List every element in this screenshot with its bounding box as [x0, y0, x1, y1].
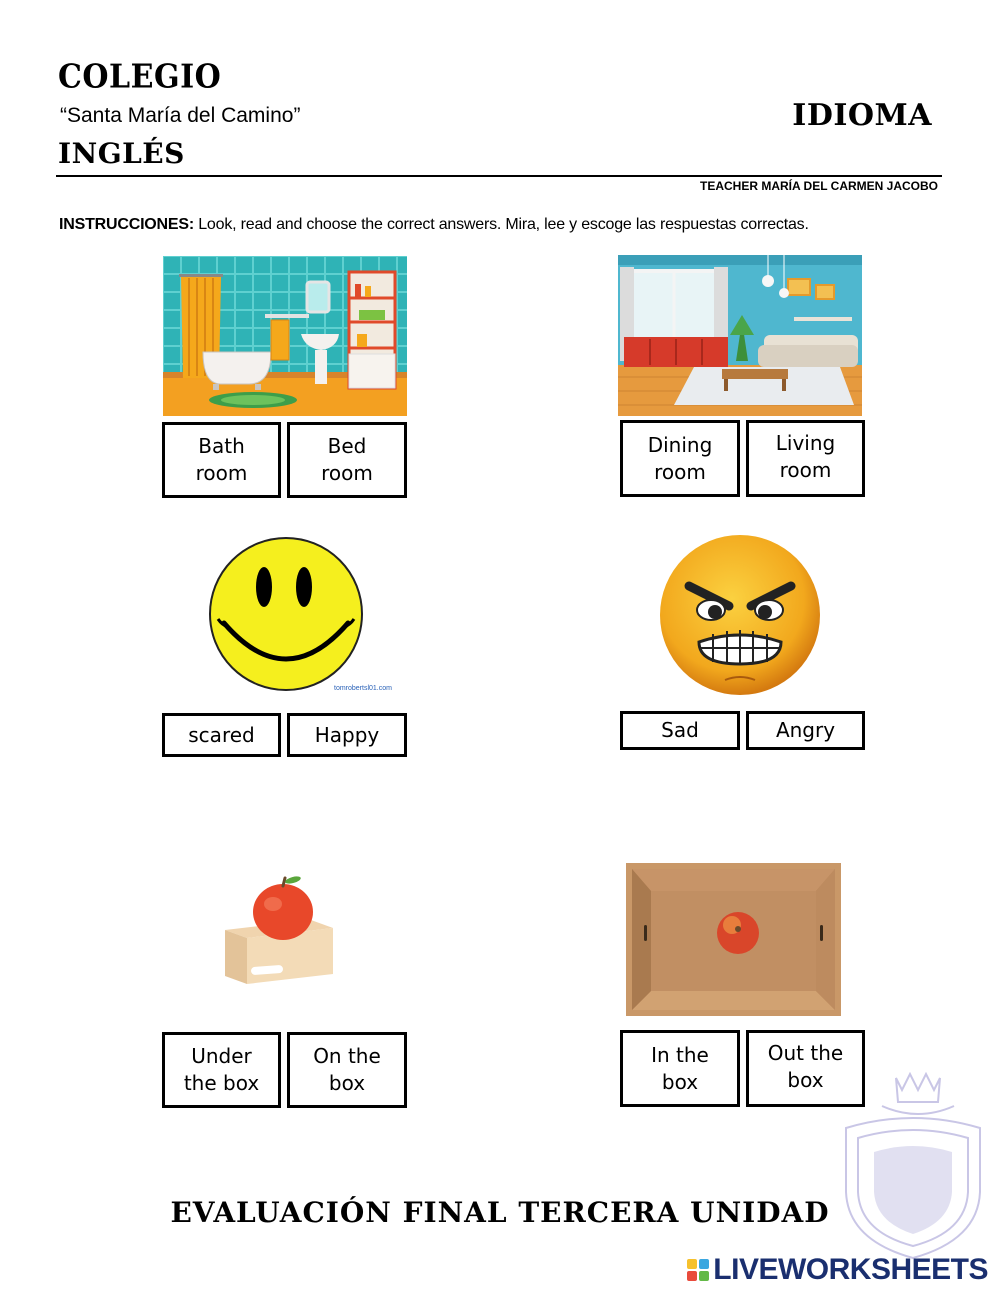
option-out-the-box[interactable]: Out the box — [746, 1030, 865, 1107]
apple-on-box-picture — [215, 872, 345, 992]
option-sad[interactable]: Sad — [620, 711, 740, 750]
option-bath-room[interactable]: Bath room — [162, 422, 281, 498]
option-angry[interactable]: Angry — [746, 711, 865, 750]
option-dining-room[interactable]: Dining room — [620, 420, 740, 497]
instructions-label: INSTRUCCIONES: — [59, 216, 194, 233]
header-divider — [56, 175, 942, 177]
bathroom-picture — [163, 256, 407, 416]
option-under-the-box[interactable]: Under the box — [162, 1032, 281, 1108]
subject-title: INGLÉS — [58, 137, 185, 170]
happy-face-picture — [200, 535, 400, 700]
option-scared[interactable]: scared — [162, 713, 281, 757]
option-living-room[interactable]: Living room — [746, 420, 865, 497]
instructions — [59, 216, 809, 234]
option-bed-room[interactable]: Bed room — [287, 422, 407, 498]
area-title: IDIOMA — [792, 98, 932, 133]
living-room-picture — [618, 255, 862, 416]
instructions-text: Look, read and choose the correct answers. Mira, lee y escoge las respuestas correctas. — [193, 216, 809, 233]
option-on-the-box[interactable]: On the box — [287, 1032, 407, 1108]
angry-face-picture — [655, 530, 825, 702]
school-name: “Santa María del Camino” — [60, 104, 301, 127]
footer-title: EVALUACIÓN FINAL TERCERA UNIDAD — [170, 1196, 830, 1229]
school-label: COLEGIO — [58, 58, 222, 97]
apple-in-box-picture — [626, 863, 841, 1016]
liveworksheets-logo-icon — [687, 1259, 709, 1281]
image-credit: tomrobertsl01.com — [334, 685, 392, 692]
school-crest-watermark — [838, 1072, 988, 1260]
option-in-the-box[interactable]: In the box — [620, 1030, 740, 1107]
brand-text: LIVEWORKSHEETS — [713, 1253, 988, 1286]
liveworksheets-brand[interactable] — [687, 1253, 988, 1287]
option-happy[interactable]: Happy — [287, 713, 407, 757]
teacher-name: TEACHER MARÍA DEL CARMEN JACOBO — [699, 179, 938, 193]
